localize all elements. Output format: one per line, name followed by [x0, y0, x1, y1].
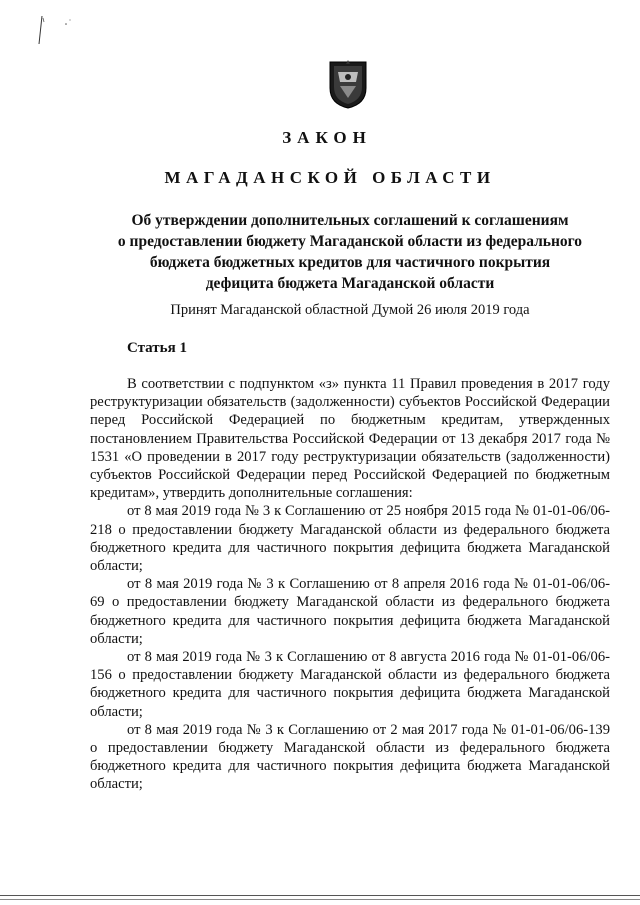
article-body: [90, 375, 610, 794]
document-title: ЗАКОН: [282, 128, 372, 147]
scan-mark-icon: [30, 10, 80, 50]
body-paragraph: от 8 мая 2019 года № 3 к Соглашению от 2 мая 2017 года № 01-01-06/06-139 о предоставлении бюджету Магаданской области из федерального бюджета бюджетного кредита для частичного покрытия дефицита бюджета Магаданской области;: [90, 721, 610, 793]
law-heading-line: о предоставлении бюджету Магаданской области из федерального: [117, 233, 583, 250]
law-heading: [90, 210, 610, 294]
body-paragraph: от 8 мая 2019 года № 3 к Соглашению от 8 апреля 2016 года № 01-01-06/06-69 о предоставлении бюджету Магаданской области из федерального бюджета бюджетного кредита для частичного покрытия дефицита бюджета Магаданской области;: [90, 576, 610, 647]
coat-of-arms-icon: [326, 58, 370, 110]
article-heading: Статья 1: [127, 340, 187, 356]
adoption-note: Принят Магаданской областной Думой 26 июля 2019 года: [170, 302, 530, 318]
body-paragraph: В соответствии с подпунктом «з» пункта 11 Правил проведения в 2017 году реструктуризации обязательств (задолженности) субъектов Российской Федерации перед Российской Федерацией по бюджетным кредитам, утвержденных постановлением Правительства Российской Федерации от 13 декабря 2017 года № 1531 «О проведении в 2017 году реструктуризации обязательств (задолженности) субъектов Российской Федерации перед Российской Федерацией по бюджетным кредитам», утвердить дополнительные соглашения:: [90, 376, 610, 502]
scan-edge-line: [0, 899, 640, 900]
law-heading-line: Об утверждении дополнительных соглашений к соглашениям: [131, 212, 569, 229]
scan-edge-line: [0, 895, 640, 896]
law-heading-line: дефицита бюджета Магаданской области: [205, 275, 495, 292]
body-paragraph: от 8 мая 2019 года № 3 к Соглашению от 8 августа 2016 года № 01-01-06/06-156 о предоставлении бюджету Магаданской области из федерального бюджета бюджетного кредита для частичного покрытия дефицита бюджета Магаданской области;: [90, 649, 610, 720]
document-region: МАГАДАНСКОЙ ОБЛАСТИ: [164, 168, 496, 187]
body-paragraph: от 8 мая 2019 года № 3 к Соглашению от 25 ноября 2015 года № 01-01-06/06-218 о предоставлении бюджету Магаданской области из федерального бюджета бюджетного кредита для частичного покрытия дефицита бюджета Магаданской области;: [90, 503, 610, 575]
law-heading-line: бюджета бюджетных кредитов для частичного покрытия: [149, 254, 551, 271]
